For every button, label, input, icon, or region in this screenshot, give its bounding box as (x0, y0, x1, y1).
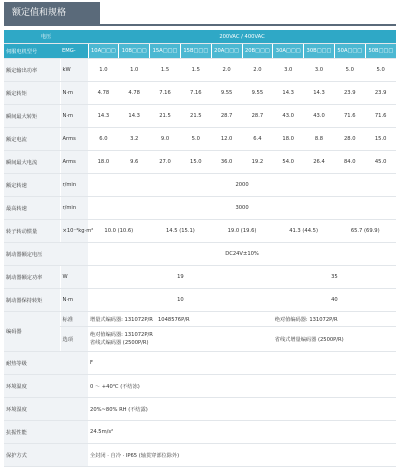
table-cell: 9.55 (242, 82, 273, 105)
table-cell (88, 327, 273, 352)
model-cell: 30B□□□ (304, 44, 335, 59)
row-label: 瞬间最大电流 (4, 151, 60, 174)
table-cell: 全封闭 · 自冷 · IP65 (轴贯穿部位除外) (88, 444, 396, 467)
row-label: 制动器保持转矩 (4, 289, 60, 312)
table-cell: 4.78 (88, 82, 119, 105)
table-cell: 9.6 (119, 151, 150, 174)
vibration-row (4, 421, 396, 444)
encoder-sub-label: 标准 (60, 312, 88, 327)
protection-row (4, 444, 396, 467)
table-cell: 19 (88, 266, 273, 289)
rated-output-row (4, 59, 396, 82)
table-cell: 54.0 (273, 151, 304, 174)
table-cell: 14.3 (119, 105, 150, 128)
model-cell: 20A□□□ (211, 44, 242, 59)
row-label: 制动器额定功率 (4, 266, 60, 289)
table-cell: 21.5 (180, 105, 211, 128)
table-cell: 65.7 (69.9) (334, 220, 396, 243)
table-cell: 增量式编码器: 131072P/R 1048576P/R (88, 312, 273, 327)
table-cell: 0 ～ +40℃ (不结冻) (88, 375, 396, 398)
table-cell: 3.0 (304, 59, 335, 82)
model-cell: 50A□□□ (334, 44, 365, 59)
table-cell: 2000 (88, 174, 396, 197)
row-unit: Arms (60, 151, 88, 174)
spec-table (4, 30, 396, 467)
table-cell: 14.3 (304, 82, 335, 105)
row-unit: r/min (60, 174, 88, 197)
row-label: 转子转动惯量 (4, 220, 60, 243)
row-label: 制动器额定电压 (4, 243, 88, 266)
table-cell: 6.0 (88, 128, 119, 151)
voltage-row (4, 30, 396, 44)
table-cell: 1.0 (119, 59, 150, 82)
table-cell: 5.0 (334, 59, 365, 82)
row-unit: N·m (60, 82, 88, 105)
row-unit: ×10⁻⁴kg·m² (60, 220, 88, 243)
row-label: 最高转速 (4, 197, 60, 220)
table-cell: 10.0 (10.6) (88, 220, 150, 243)
brake-torque-row (4, 289, 396, 312)
table-cell: 71.6 (334, 105, 365, 128)
table-cell: 1.5 (150, 59, 181, 82)
table-cell: F (88, 352, 396, 375)
voltage-value: 200VAC / 400VAC (88, 30, 396, 44)
table-cell: 84.0 (334, 151, 365, 174)
row-label: 编码器 (4, 312, 60, 352)
table-cell: 45.0 (365, 151, 396, 174)
table-cell: 26.4 (304, 151, 335, 174)
row-label: 额定输出功率 (4, 59, 60, 82)
table-cell: 28.7 (242, 105, 273, 128)
table-cell: 14.3 (273, 82, 304, 105)
row-unit: W (60, 266, 88, 289)
table-cell: 43.0 (273, 105, 304, 128)
row-unit: r/min (60, 197, 88, 220)
model-cell: 10A□□□ (88, 44, 119, 59)
row-label: 耐热等级 (4, 352, 88, 375)
inertia-row (4, 220, 396, 243)
ambient-temp-row (4, 375, 396, 398)
encoder-option-line: 省线式编码器 (2500P/R) (90, 340, 149, 346)
insulation-row (4, 352, 396, 375)
model-cell: 10B□□□ (119, 44, 150, 59)
table-cell: 9.55 (211, 82, 242, 105)
model-row (4, 44, 396, 59)
table-cell: 19.2 (242, 151, 273, 174)
rated-current-row (4, 128, 396, 151)
encoder-option-line: 绝对值编码器: 131072P/R (90, 332, 153, 338)
table-cell: 1.0 (88, 59, 119, 82)
table-cell: 36.0 (211, 151, 242, 174)
model-cell: 30A□□□ (273, 44, 304, 59)
table-cell: 3.0 (273, 59, 304, 82)
row-label: 环境温度 (4, 375, 88, 398)
table-cell: 19.0 (19.6) (211, 220, 273, 243)
rated-torque-row (4, 82, 396, 105)
table-cell: 14.3 (88, 105, 119, 128)
table-cell: 28.7 (211, 105, 242, 128)
table-cell: 7.16 (180, 82, 211, 105)
table-cell: 省线式增量编码器 (2500P/R) (273, 327, 396, 352)
model-cell: 15B□□□ (180, 44, 211, 59)
table-cell: 8.8 (304, 128, 335, 151)
table-cell: 15.0 (365, 128, 396, 151)
table-cell: 6.4 (242, 128, 273, 151)
row-label: 额定转速 (4, 174, 60, 197)
table-cell: 24.5m/s² (88, 421, 396, 444)
table-cell: 5.0 (365, 59, 396, 82)
peak-current-row (4, 151, 396, 174)
table-cell: 5.0 (180, 128, 211, 151)
peak-torque-row (4, 105, 396, 128)
brake-voltage-row (4, 243, 396, 266)
table-cell: 绝对值编码器: 131072P/R (273, 312, 396, 327)
table-cell: 35 (273, 266, 396, 289)
encoder-sub-label: 选项 (60, 327, 88, 352)
table-cell: DC24V±10% (88, 243, 396, 266)
table-cell: 3000 (88, 197, 396, 220)
table-cell: 9.0 (150, 128, 181, 151)
table-cell: 21.5 (150, 105, 181, 128)
table-cell: 12.0 (211, 128, 242, 151)
brake-power-row (4, 266, 396, 289)
table-cell: 71.6 (365, 105, 396, 128)
table-cell: 23.9 (334, 82, 365, 105)
rated-speed-row (4, 174, 396, 197)
row-unit: Arms (60, 128, 88, 151)
row-label: 保护方式 (4, 444, 88, 467)
table-cell: 28.0 (334, 128, 365, 151)
model-label: 伺服电机型号 (4, 44, 60, 59)
table-cell: 14.5 (15.1) (150, 220, 212, 243)
table-cell: 27.0 (150, 151, 181, 174)
table-cell: 10 (88, 289, 273, 312)
table-cell: 1.5 (180, 59, 211, 82)
row-label: 额定转矩 (4, 82, 60, 105)
table-cell: 43.0 (304, 105, 335, 128)
table-cell: 7.16 (150, 82, 181, 105)
voltage-label: 电压 (4, 30, 88, 44)
table-cell: 2.0 (211, 59, 242, 82)
humidity-row (4, 398, 396, 421)
row-label: 瞬间最大转矩 (4, 105, 60, 128)
section-title-tab: 额定值和规格 (4, 2, 100, 24)
encoder-standard-row (4, 312, 396, 327)
table-cell: 4.78 (119, 82, 150, 105)
row-label: 环境湿度 (4, 398, 88, 421)
max-speed-row (4, 197, 396, 220)
row-label: 额定电流 (4, 128, 60, 151)
table-cell: 40 (273, 289, 396, 312)
row-unit: kW (60, 59, 88, 82)
section-title-rule (4, 24, 396, 26)
table-cell: 2.0 (242, 59, 273, 82)
table-cell: 18.0 (88, 151, 119, 174)
model-prefix: EMG- (60, 44, 88, 59)
table-cell: 3.2 (119, 128, 150, 151)
encoder-option-row (4, 327, 396, 352)
table-cell: 23.9 (365, 82, 396, 105)
table-cell: 41.3 (44.5) (273, 220, 335, 243)
table-cell: 18.0 (273, 128, 304, 151)
model-cell: 50B□□□ (365, 44, 396, 59)
row-unit: N·m (60, 105, 88, 128)
row-unit: N·m (60, 289, 88, 312)
model-cell: 20B□□□ (242, 44, 273, 59)
table-cell: 20%~80% RH (不结露) (88, 398, 396, 421)
model-cell: 15A□□□ (150, 44, 181, 59)
table-cell: 15.0 (180, 151, 211, 174)
row-label: 抗振性能 (4, 421, 88, 444)
